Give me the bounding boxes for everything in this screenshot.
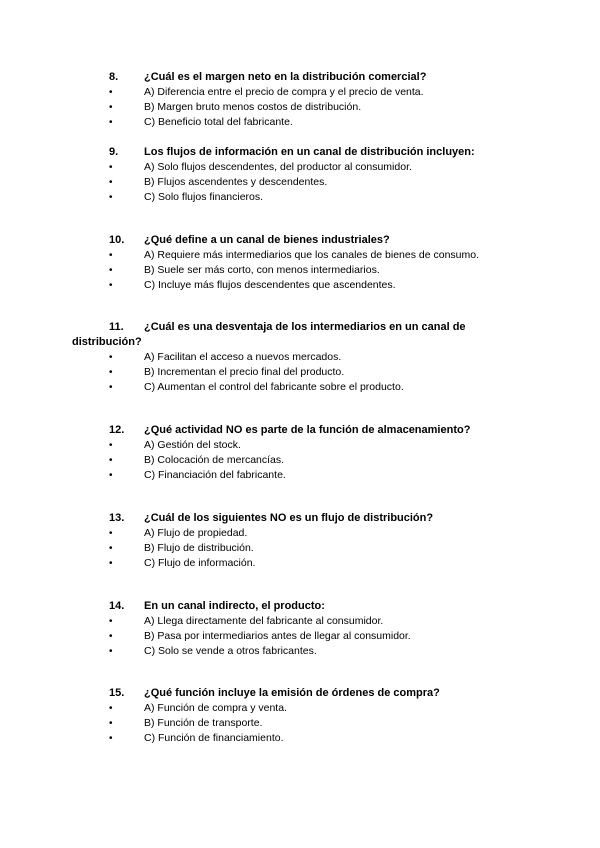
bullet-icon: • bbox=[109, 733, 113, 744]
bullet-icon: • bbox=[109, 470, 113, 481]
option-text: B) Función de transporte. bbox=[144, 717, 263, 729]
option-item bbox=[0, 365, 600, 380]
question-text: ¿Qué actividad NO es parte de la función de almacenamiento? bbox=[144, 424, 471, 436]
question-header bbox=[0, 423, 600, 438]
question-text: ¿Qué función incluye la emisión de órdenes de compra? bbox=[144, 687, 440, 699]
option-item bbox=[0, 278, 600, 293]
option-text: A) Diferencia entre el precio de compra y el precio de venta. bbox=[144, 86, 424, 98]
question-number: 11. bbox=[109, 321, 124, 333]
bullet-icon: • bbox=[109, 718, 113, 729]
option-item bbox=[0, 614, 600, 629]
bullet-icon: • bbox=[109, 382, 113, 393]
option-text: B) Suele ser más corto, con menos intermediarios. bbox=[144, 264, 380, 276]
option-item bbox=[0, 541, 600, 556]
option-item bbox=[0, 438, 600, 453]
option-text: C) Beneficio total del fabricante. bbox=[144, 116, 293, 128]
option-text: A) Facilitan el acceso a nuevos mercados. bbox=[144, 351, 342, 363]
bullet-icon: • bbox=[109, 352, 113, 363]
question-text: ¿Cuál es una desventaja de los intermediarios en un canal de bbox=[144, 321, 466, 333]
option-item bbox=[0, 115, 600, 130]
question-text: ¿Cuál de los siguientes NO es un flujo de distribución? bbox=[144, 512, 434, 524]
option-text: C) Función de financiamiento. bbox=[144, 732, 284, 744]
option-item bbox=[0, 716, 600, 731]
question-header bbox=[0, 599, 600, 614]
bullet-icon: • bbox=[109, 265, 113, 276]
option-item bbox=[0, 100, 600, 115]
question-8 bbox=[0, 70, 600, 130]
bullet-icon: • bbox=[109, 543, 113, 554]
question-9 bbox=[0, 145, 600, 205]
bullet-icon: • bbox=[109, 616, 113, 627]
question-number: 14. bbox=[109, 600, 125, 612]
option-item bbox=[0, 629, 600, 644]
option-text: C) Aumentan el control del fabricante sobre el producto. bbox=[144, 381, 404, 393]
question-10 bbox=[0, 233, 600, 293]
option-item bbox=[0, 453, 600, 468]
option-item bbox=[0, 556, 600, 571]
bullet-icon: • bbox=[109, 646, 113, 657]
option-text: A) Flujo de propiedad. bbox=[144, 527, 248, 539]
option-text: B) Flujo de distribución. bbox=[144, 542, 254, 554]
option-item bbox=[0, 701, 600, 716]
option-text: A) Gestión del stock. bbox=[144, 439, 241, 451]
option-text: C) Solo se vende a otros fabricantes. bbox=[144, 645, 317, 657]
option-item bbox=[0, 263, 600, 278]
question-text: En un canal indirecto, el producto: bbox=[144, 600, 325, 612]
option-text: A) Solo flujos descendentes, del productor al consumidor. bbox=[144, 161, 412, 173]
question-15 bbox=[0, 686, 600, 746]
bullet-icon: • bbox=[109, 250, 113, 261]
bullet-icon: • bbox=[109, 117, 113, 128]
question-number: 10. bbox=[109, 234, 125, 246]
bullet-icon: • bbox=[109, 703, 113, 714]
bullet-icon: • bbox=[109, 367, 113, 378]
option-text: A) Función de compra y venta. bbox=[144, 702, 287, 714]
question-header bbox=[0, 233, 600, 248]
question-header bbox=[0, 511, 600, 526]
question-14 bbox=[0, 599, 600, 659]
option-item bbox=[0, 160, 600, 175]
bullet-icon: • bbox=[109, 192, 113, 203]
bullet-icon: • bbox=[109, 162, 113, 173]
option-text: C) Flujo de información. bbox=[144, 557, 256, 569]
option-text: C) Financiación del fabricante. bbox=[144, 469, 286, 481]
option-item bbox=[0, 380, 600, 395]
bullet-icon: • bbox=[109, 440, 113, 451]
option-item bbox=[0, 468, 600, 483]
option-text: B) Incrementan el precio final del producto. bbox=[144, 366, 345, 378]
option-text: B) Colocación de mercancías. bbox=[144, 454, 285, 466]
option-item bbox=[0, 644, 600, 659]
question-text: ¿Qué define a un canal de bienes industriales? bbox=[144, 234, 390, 246]
question-number: 9. bbox=[109, 146, 119, 158]
question-11 bbox=[0, 320, 600, 395]
question-13 bbox=[0, 511, 600, 571]
bullet-icon: • bbox=[109, 177, 113, 188]
option-text: B) Flujos ascendentes y descendentes. bbox=[144, 176, 328, 188]
bullet-icon: • bbox=[109, 102, 113, 113]
option-text: B) Margen bruto menos costos de distribución. bbox=[144, 101, 362, 113]
question-text-continued: distribución? bbox=[72, 336, 142, 348]
option-text: C) Incluye más flujos descendentes que ascendentes. bbox=[144, 279, 396, 291]
question-number: 13. bbox=[109, 512, 125, 524]
option-item bbox=[0, 526, 600, 541]
bullet-icon: • bbox=[109, 455, 113, 466]
question-number: 12. bbox=[109, 424, 125, 436]
question-header bbox=[0, 686, 600, 701]
option-text: B) Pasa por intermediarios antes de llegar al consumidor. bbox=[144, 630, 411, 642]
option-item bbox=[0, 731, 600, 746]
option-text: A) Llega directamente del fabricante al consumidor. bbox=[144, 615, 384, 627]
bullet-icon: • bbox=[109, 87, 113, 98]
option-text: A) Requiere más intermediarios que los canales de bienes de consumo. bbox=[144, 249, 480, 261]
option-item bbox=[0, 350, 600, 365]
option-item bbox=[0, 175, 600, 190]
question-number: 15. bbox=[109, 687, 125, 699]
question-header bbox=[0, 70, 600, 85]
option-item bbox=[0, 85, 600, 100]
question-12 bbox=[0, 423, 600, 483]
option-item bbox=[0, 190, 600, 205]
question-header bbox=[0, 145, 600, 160]
bullet-icon: • bbox=[109, 631, 113, 642]
question-text: Los flujos de información en un canal de distribución incluyen: bbox=[144, 146, 475, 158]
bullet-icon: • bbox=[109, 280, 113, 291]
bullet-icon: • bbox=[109, 558, 113, 569]
question-header bbox=[0, 320, 600, 350]
bullet-icon: • bbox=[109, 528, 113, 539]
option-item bbox=[0, 248, 600, 263]
question-number: 8. bbox=[109, 71, 119, 83]
question-text: ¿Cuál es el margen neto en la distribución comercial? bbox=[144, 71, 427, 83]
option-text: C) Solo flujos financieros. bbox=[144, 191, 264, 203]
